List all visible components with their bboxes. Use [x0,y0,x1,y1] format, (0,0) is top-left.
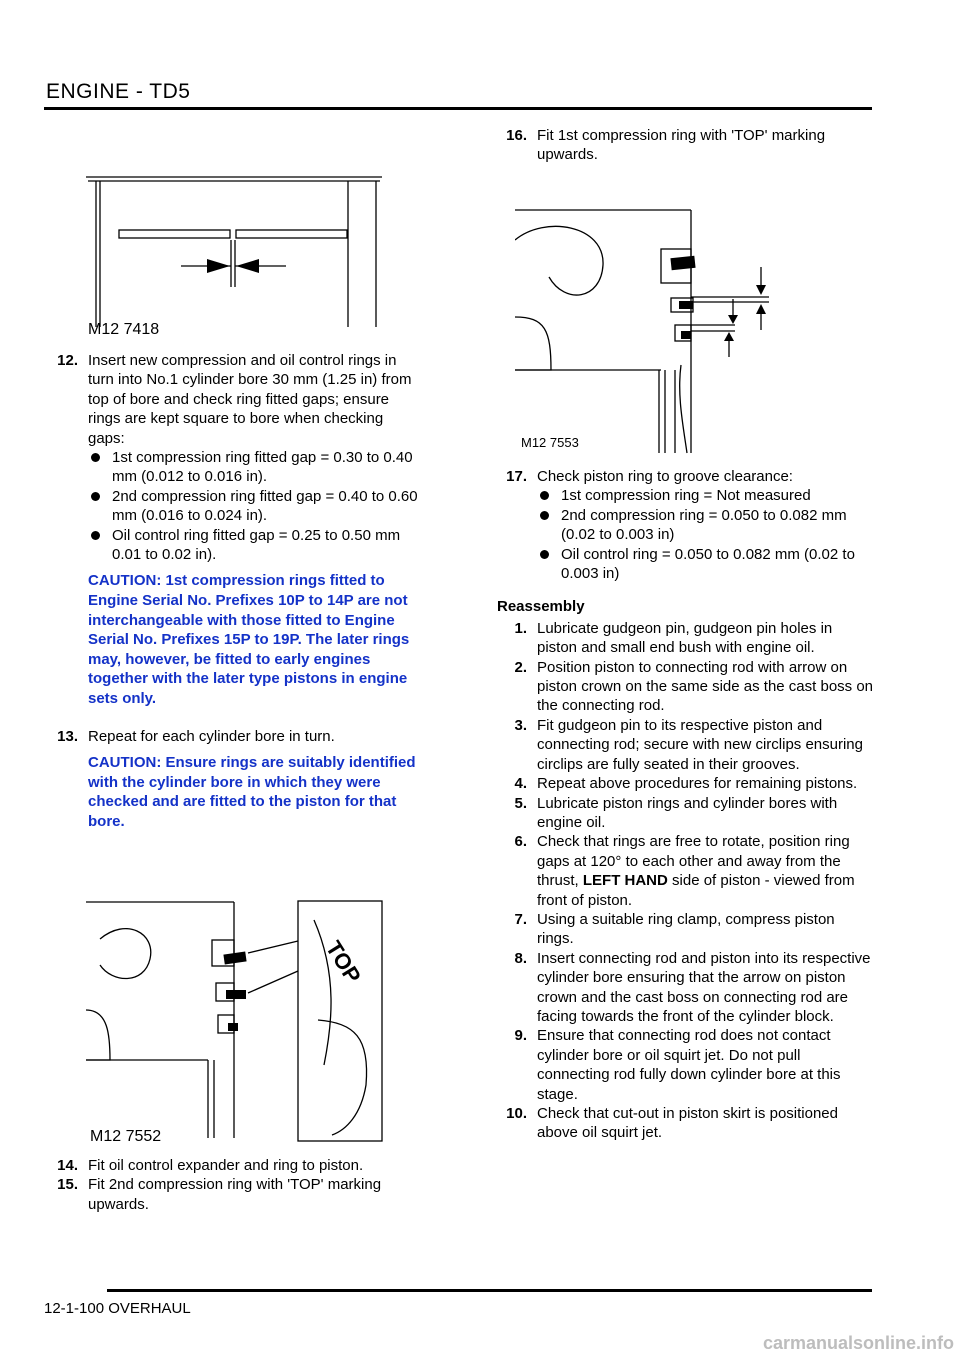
step-number: 2. [514,658,527,676]
reassembly-step-1 [497,619,875,658]
watermark: carmanualsonline.info [762,1333,954,1353]
caution-note: CAUTION: Ensure rings are suitably identified with the cylinder bore in which they were checked and are fitted to the piston for that bore. [88,754,416,830]
figure-label: M12 7418 [88,321,160,338]
list-item: 2nd compression ring fitted gap = 0.40 to 0.60 mm (0.016 to 0.024 in). [88,487,420,526]
reassembly-step-3 [497,716,875,774]
ring-gap-list [48,448,420,564]
list-item: Oil control ring fitted gap = 0.25 to 0.50 mm 0.01 to 0.02 in). [88,526,420,565]
figure-label: M12 7552 [90,1128,162,1145]
reassembly-step-7 [497,910,875,949]
step-text: Check that rings are free to rotate, position ring gaps at 120° to each other and away from the thrust, LEFT HAND side of piston - viewed from front of piston. [537,833,855,909]
reassembly-step-9 [497,1026,875,1104]
step-number: 7. [514,910,527,928]
left-column [48,351,420,831]
step-14 [48,1156,420,1175]
groove-clearance-list [497,486,875,583]
step-17 [497,467,875,486]
figure-ring-gap [86,172,386,342]
figure-ring-top-marking [86,895,386,1145]
right-column [497,467,875,1143]
step-number: 3. [514,716,527,734]
step-number: 5. [514,794,527,812]
list-item: 1st compression ring fitted gap = 0.30 to 0.40 mm (0.012 to 0.016 in). [88,448,420,487]
step-number: 13. [57,727,78,745]
reassembly-step-6 [497,832,875,910]
step-number: 8. [514,949,527,967]
step-text: Ensure that connecting rod does not contact cylinder bore or oil squirt jet. Do not pull connecting rod fully down cylinder bore at this stage. [537,1027,841,1103]
left-column-bottom [48,1156,420,1214]
section-heading: Reassembly [497,598,585,616]
ring-top-marking: TOP [320,936,366,988]
reassembly-step-8 [497,949,875,1027]
step-text: Repeat above procedures for remaining pistons. [537,775,858,793]
step-number: 16. [506,127,527,144]
step-text: Fit oil control expander and ring to piston. [88,1157,364,1174]
bullet-icon [537,545,561,584]
step-number: 10. [506,1105,527,1122]
step-text: Repeat for each cylinder bore in turn. [88,727,335,745]
reassembly-step-2 [497,658,875,716]
bullet-icon [537,486,561,505]
bullet-icon [88,526,112,565]
bullet-icon [537,506,561,545]
right-column-top [497,126,875,165]
emphasis: LEFT HAND [582,872,668,890]
step-text: Using a suitable ring clamp, compress piston rings. [537,910,835,948]
step-15 [48,1175,420,1214]
reassembly-step-4 [497,774,875,793]
step-12 [48,351,420,448]
reassembly-step-5 [497,794,875,833]
figure-label: M12 7553 [521,435,579,450]
bullet-icon [88,448,112,487]
page-title: ENGINE - TD5 [46,80,191,103]
step-16 [497,126,875,165]
step-number: 6. [514,833,527,851]
figure-groove-clearance [515,205,785,455]
list-item: 1st compression ring = Not measured [537,486,875,505]
step-text: Insert new compression and oil control rings in turn into No.1 cylinder bore 30 mm (1.25 in) from top of bore and check ring fitted gaps; ensure rings are kept square to bore when checking gaps: [88,352,412,447]
reassembly-step-10 [497,1104,875,1143]
footer-rule [107,1289,872,1292]
step-text: Position piston to connecting rod with arrow on piston crown on the same side as the cast boss on the connecting rod. [537,658,874,715]
step-text: Insert connecting rod and piston into its respective cylinder bore ensuring that the arrow on piston crown and the cast boss on connecting rod are facing towards the front of the cylinder block. [537,949,871,1025]
step-text: Lubricate gudgeon pin, gudgeon pin holes in piston and small end bush with engine oil. [537,619,833,657]
step-number: 1. [514,619,527,637]
step-number: 14. [57,1157,78,1174]
step-text: Fit 2nd compression ring with 'TOP' marking upwards. [88,1176,382,1213]
header-rule [44,107,872,110]
step-number: 15. [57,1176,78,1194]
step-number: 4. [514,775,527,793]
page-footer: 12-1-100 OVERHAUL [44,1300,191,1317]
list-item: Oil control ring = 0.050 to 0.082 mm (0.02 to 0.003 in) [537,545,875,584]
step-number: 9. [514,1027,527,1045]
step-text: Check that cut-out in piston skirt is positioned above oil squirt jet. [537,1105,838,1142]
step-number: 17. [506,468,527,485]
step-text: Check piston ring to groove clearance: [537,468,793,485]
step-text: Fit gudgeon pin to its respective piston and connecting rod; secure with new circlips ensuring circlips are fully seated in their grooves. [537,716,863,773]
step-text: Fit 1st compression ring with 'TOP' marking upwards. [537,127,826,164]
step-text: Lubricate piston rings and cylinder bores with engine oil. [537,794,838,831]
step-13 [48,727,420,746]
bullet-icon [88,487,112,526]
list-item: 2nd compression ring = 0.050 to 0.082 mm (0.02 to 0.003 in) [537,506,875,545]
caution-note: CAUTION: 1st compression rings fitted to Engine Serial No. Prefixes 10P to 14P are not interchangeable with those fitted to Engine Serial No. Prefixes 15P to 19P. The later rings may, however, be fitted to early engines together with the later type pistons in engine sets only. [88,572,410,708]
step-number: 12. [57,352,78,369]
